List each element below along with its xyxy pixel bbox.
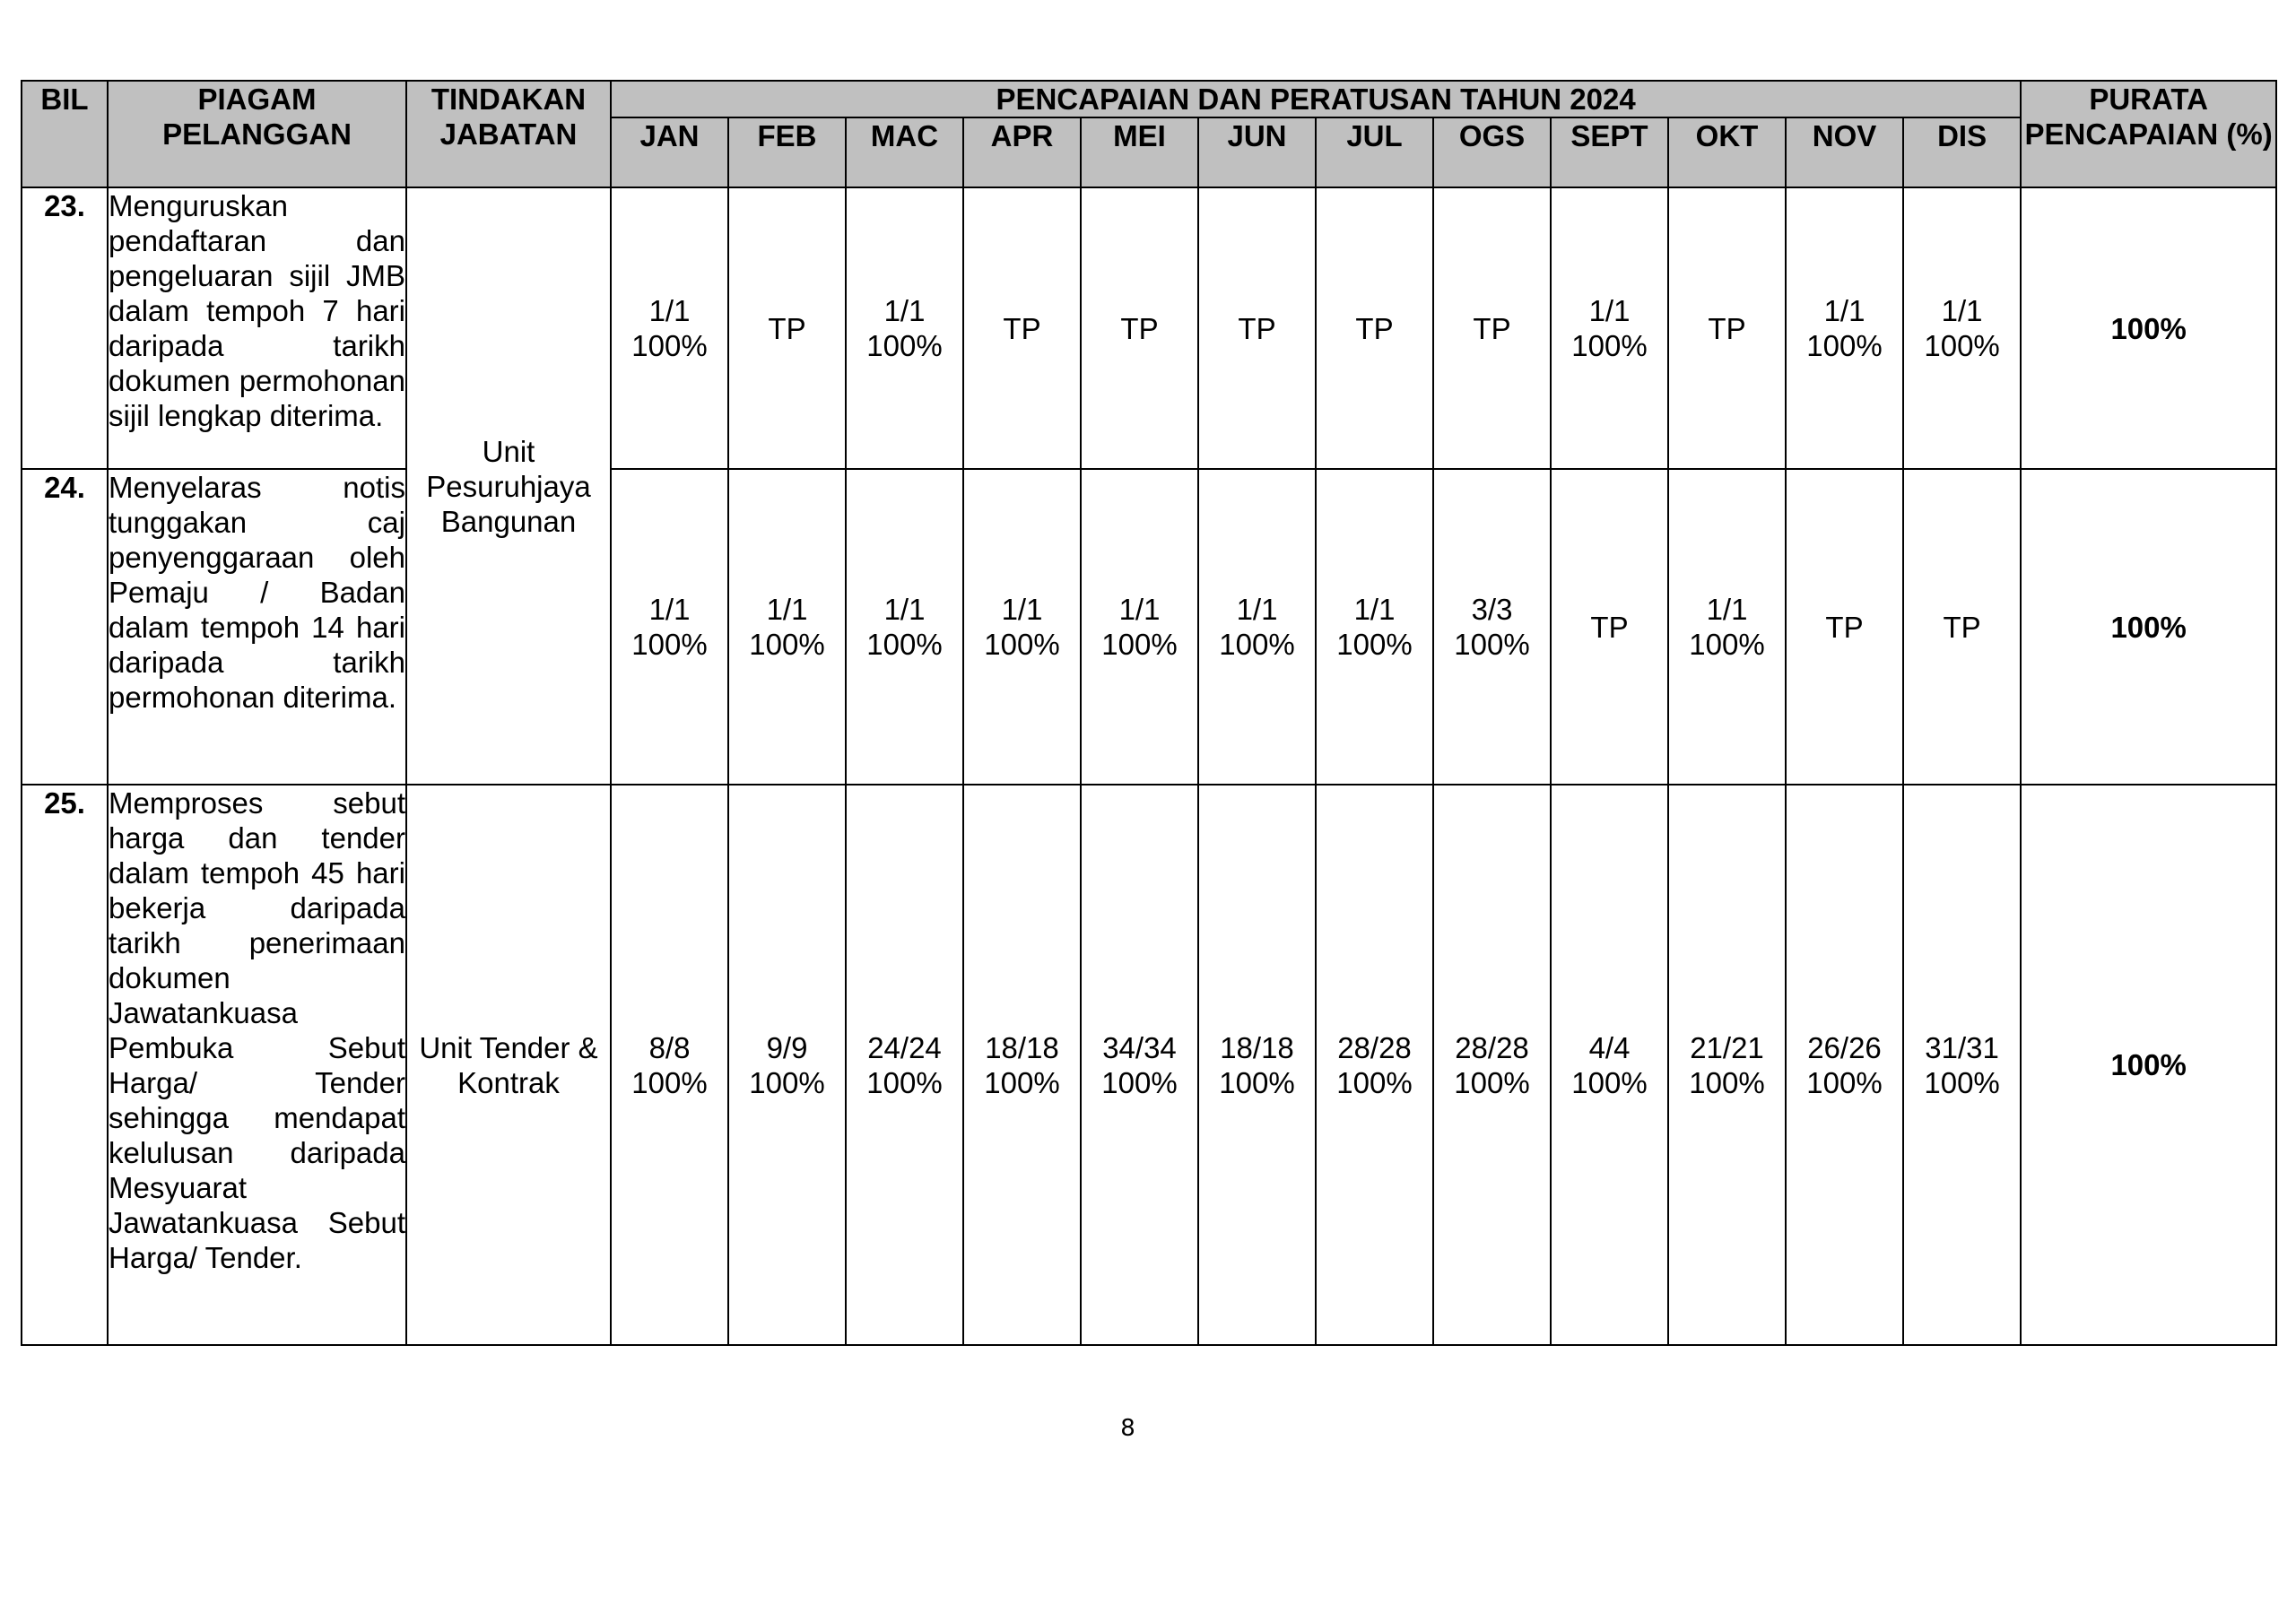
row-bil: 23. <box>22 187 108 469</box>
month-value: 1/1 100% <box>1551 187 1668 469</box>
header-month: OKT <box>1668 117 1786 187</box>
month-value: 1/1 100% <box>1786 187 1903 469</box>
header-month: MAC <box>846 117 963 187</box>
header-month: DIS <box>1903 117 2021 187</box>
month-value: 34/34 100% <box>1081 785 1198 1345</box>
performance-table <box>21 80 2277 1346</box>
month-value: 1/1 100% <box>963 469 1081 785</box>
header-purata: PURATA PENCAPAIAN (%) <box>2021 81 2276 187</box>
header-month: JUN <box>1198 117 1316 187</box>
row-tindakan: Unit Tender & Kontrak <box>406 785 611 1345</box>
month-value: 4/4 100% <box>1551 785 1668 1345</box>
header-month: SEPT <box>1551 117 1668 187</box>
month-value: 24/24 100% <box>846 785 963 1345</box>
header-month: APR <box>963 117 1081 187</box>
row-piagam: Memproses sebut harga dan tender dalam tempoh 45 hari bekerja daripada tarikh penerimaan dokumen Jawatankuasa Pembuka Sebut Harga/ Tender sehingga mendapat kelulusan daripada Mesyuarat Jawatankuasa Sebut Harga/ Tender. <box>108 785 406 1345</box>
month-value: TP <box>1903 469 2021 785</box>
table-row <box>22 785 2276 1345</box>
table-row <box>22 187 2276 469</box>
row-purata: 100% <box>2021 187 2276 469</box>
month-value: 1/1 100% <box>611 187 728 469</box>
header-pencapaian: PENCAPAIAN DAN PERATUSAN TAHUN 2024 <box>611 81 2021 117</box>
row-bil: 25. <box>22 785 108 1345</box>
month-value: 1/1 100% <box>1198 469 1316 785</box>
month-value: 9/9 100% <box>728 785 846 1345</box>
month-value: 21/21 100% <box>1668 785 1786 1345</box>
month-value: 3/3 100% <box>1433 469 1551 785</box>
page-number: 8 <box>1120 1415 1135 1442</box>
row-purata: 100% <box>2021 469 2276 785</box>
month-value: 8/8 100% <box>611 785 728 1345</box>
month-value: 31/31 100% <box>1903 785 2021 1345</box>
month-value: 1/1 100% <box>846 187 963 469</box>
month-value: 1/1 100% <box>1316 469 1433 785</box>
header-piagam <box>108 81 406 187</box>
month-value: 28/28 100% <box>1433 785 1551 1345</box>
month-value: TP <box>1198 187 1316 469</box>
row-bil: 24. <box>22 469 108 785</box>
month-value: TP <box>963 187 1081 469</box>
header-month: JUL <box>1316 117 1433 187</box>
month-value: 1/1 100% <box>1668 469 1786 785</box>
month-value: 1/1 100% <box>846 469 963 785</box>
month-value: 1/1 100% <box>728 469 846 785</box>
month-value: TP <box>1668 187 1786 469</box>
month-value: TP <box>728 187 846 469</box>
row-purata: 100% <box>2021 785 2276 1345</box>
header-month: MEI <box>1081 117 1198 187</box>
header-month: OGS <box>1433 117 1551 187</box>
month-value: TP <box>1316 187 1433 469</box>
header-month: NOV <box>1786 117 1903 187</box>
month-value: TP <box>1081 187 1198 469</box>
month-value: 18/18 100% <box>1198 785 1316 1345</box>
month-value: 26/26 100% <box>1786 785 1903 1345</box>
row-piagam: Menyelaras notis tunggakan caj penyenggaraan oleh Pemaju / Badan dalam tempoh 14 hari daripada tarikh permohonan diterima. <box>108 469 406 785</box>
header-tindakan: TINDAKAN JABATAN <box>406 81 611 187</box>
month-value: 1/1 100% <box>1081 469 1198 785</box>
row-tindakan: Unit Pesuruhjaya Bangunan <box>406 187 611 785</box>
month-value: 18/18 100% <box>963 785 1081 1345</box>
header-month: FEB <box>728 117 846 187</box>
month-value: TP <box>1433 187 1551 469</box>
header-piagam-label: PIAGAM PELANGGAN <box>162 82 352 151</box>
month-value: 1/1 100% <box>611 469 728 785</box>
month-value: TP <box>1786 469 1903 785</box>
header-month: JAN <box>611 117 728 187</box>
month-value: 1/1 100% <box>1903 187 2021 469</box>
row-piagam: Menguruskan pendaftaran dan pengeluaran sijil JMB dalam tempoh 7 hari daripada tarikh dokumen permohonan sijil lengkap diterima. <box>108 187 406 469</box>
month-value: TP <box>1551 469 1668 785</box>
table-row <box>22 469 2276 785</box>
month-value: 28/28 100% <box>1316 785 1433 1345</box>
header-bil: BIL <box>22 81 108 187</box>
